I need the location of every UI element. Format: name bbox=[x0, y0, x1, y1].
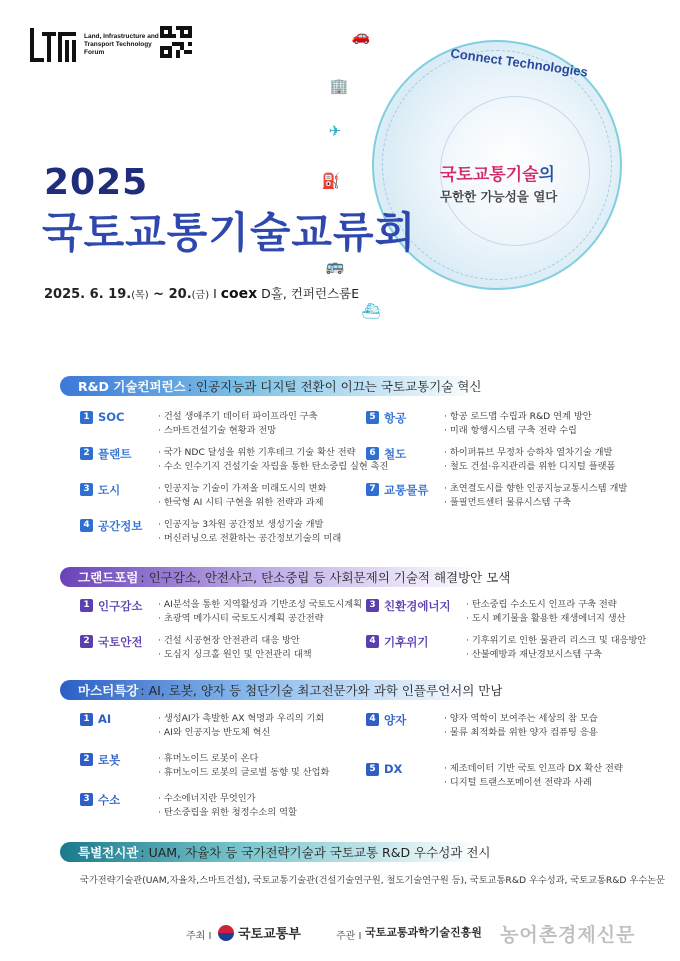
item-desc bbox=[158, 752, 329, 780]
section-title-exhibition bbox=[60, 842, 491, 862]
section-head: 특별전시관 bbox=[78, 845, 139, 860]
list-item bbox=[366, 482, 627, 510]
section-subtitle: : UAM, 자율차 등 국가전략기술과 국토교통 R&D 우수성과 전시 bbox=[140, 845, 491, 860]
item-label: 플랜트 bbox=[98, 447, 132, 461]
drone-icon: ✈ bbox=[328, 122, 342, 140]
section-head: R&D 기술컨퍼런스 bbox=[78, 379, 186, 394]
date-end: ~ 20. bbox=[148, 287, 192, 302]
item-number: 4 bbox=[366, 713, 379, 726]
forum-logo bbox=[30, 28, 164, 62]
organizer-label: 주관 I bbox=[336, 931, 362, 942]
host-name: 국토교통부 bbox=[238, 927, 301, 942]
item-desc bbox=[444, 410, 592, 438]
list-item bbox=[80, 598, 362, 626]
item-desc-line: · 생성AI가 촉발한 AX 혁명과 우리의 기회 bbox=[158, 713, 325, 724]
list-item bbox=[80, 712, 324, 740]
item-desc-line: · 도시 폐기물을 활용한 재생에너지 생산 bbox=[466, 613, 626, 624]
host-label: 주최 I bbox=[186, 931, 212, 942]
item-desc-line: · 물류 최적화를 위한 양자 컴퓨팅 응용 bbox=[444, 727, 598, 738]
item-desc-line: · 기후위기로 인한 물관리 리스크 및 대응방안 bbox=[466, 635, 647, 646]
item-number: 4 bbox=[80, 519, 93, 532]
item-desc bbox=[158, 518, 341, 546]
section-title-grand bbox=[60, 567, 511, 587]
date-start: 2025. 6. 19. bbox=[44, 287, 132, 302]
item-desc bbox=[466, 598, 626, 626]
item-number: 3 bbox=[80, 793, 93, 806]
item-label: 양자 bbox=[384, 713, 407, 727]
item-desc bbox=[444, 482, 627, 510]
section-head: 그랜드포럼 bbox=[78, 570, 139, 585]
item-number: 1 bbox=[80, 599, 93, 612]
venue-text: D홀, 컨퍼런스룸E bbox=[257, 286, 360, 301]
item-label: 친환경에너지 bbox=[384, 599, 451, 613]
item-desc bbox=[444, 762, 623, 790]
hero bbox=[0, 0, 680, 365]
item-desc bbox=[158, 446, 388, 474]
item-number: 7 bbox=[366, 483, 379, 496]
date-separator: I bbox=[209, 286, 221, 301]
item-desc-line: · 수소 인수기지 건설기술 자립을 통한 탄소중립 실현 촉진 bbox=[158, 461, 389, 472]
item-number: 6 bbox=[366, 447, 379, 460]
item-desc bbox=[158, 712, 324, 740]
item-label: 국토안전 bbox=[98, 635, 143, 649]
qr-code-icon bbox=[160, 26, 192, 58]
tagline-highlight: 국토교통기술 bbox=[440, 165, 539, 185]
item-desc-line: · 휴머노이드 로봇의 글로벌 동향 및 산업화 bbox=[158, 767, 330, 778]
item-label: 기후위기 bbox=[384, 635, 429, 649]
item-number: 2 bbox=[80, 635, 93, 648]
organizer-name: 국토교통과학기술진흥원 bbox=[365, 926, 482, 939]
item-desc-line: · 미래 항행시스템 구축 전략 수립 bbox=[444, 425, 577, 436]
item-label: 항공 bbox=[384, 411, 407, 425]
item-number: 4 bbox=[366, 635, 379, 648]
item-desc-line: · 산불예방과 재난경보시스템 구축 bbox=[466, 649, 602, 660]
item-desc-line: · 하이퍼튜브 무정차 승하차 열차기술 개발 bbox=[444, 447, 613, 458]
item-desc-line: · 초광역 메가시티 국토도시계획 공간전략 bbox=[158, 613, 324, 624]
page-title: 국토교통기술교류회 bbox=[42, 208, 417, 257]
item-desc bbox=[158, 410, 318, 438]
newspaper-watermark: 농어촌경제신문 bbox=[500, 924, 636, 946]
item-desc-line: · 도심지 싱크홀 원인 및 안전관리 대책 bbox=[158, 649, 312, 660]
item-number: 3 bbox=[80, 483, 93, 496]
date-start-day: (목) bbox=[131, 290, 149, 301]
coex-logo: coex bbox=[220, 286, 258, 302]
section-title-rnd bbox=[60, 376, 480, 396]
item-number: 3 bbox=[366, 599, 379, 612]
item-desc-line: · 탄소중립을 위한 청정수소의 역할 bbox=[158, 807, 297, 818]
list-item bbox=[80, 446, 388, 474]
list-item bbox=[366, 446, 615, 474]
host-org bbox=[218, 923, 301, 942]
list-item bbox=[366, 410, 592, 438]
item-desc-line: · AI분석을 통한 지역활성과 기반조성 국토도시계획 bbox=[158, 599, 363, 610]
item-number: 2 bbox=[80, 753, 93, 766]
section-subtitle: : 인구감소, 안전사고, 탄소중립 등 사회문제의 기술적 해결방안 모색 bbox=[140, 570, 511, 585]
item-label: 공간정보 bbox=[98, 519, 143, 533]
item-desc bbox=[158, 598, 362, 626]
footer bbox=[0, 915, 680, 961]
item-number: 1 bbox=[80, 411, 93, 424]
item-label: AI bbox=[98, 712, 112, 726]
item-desc-line: · 한국형 AI 시티 구현을 위한 전략과 과제 bbox=[158, 497, 324, 508]
section-subtitle: : AI, 로봇, 양자 등 첨단기술 최고전문가와 과학 인플루언서의 만남 bbox=[140, 683, 503, 698]
item-desc-line: · 인공지능 기술이 가져올 미래도시의 변화 bbox=[158, 483, 327, 494]
item-desc-line: · 건설 생애주기 데이터 파이프라인 구축 bbox=[158, 411, 318, 422]
item-label: 교통물류 bbox=[384, 483, 429, 497]
item-desc-line: · 초연결도시를 향한 인공지능교통시스템 개발 bbox=[444, 483, 628, 494]
event-year: 2025 bbox=[44, 162, 149, 203]
car-icon: 🚗 bbox=[351, 27, 371, 45]
ltf-logo-icon bbox=[30, 28, 76, 62]
tagline bbox=[440, 160, 557, 205]
item-desc-line: · 탄소중립 수소도시 인프라 구축 전략 bbox=[466, 599, 617, 610]
item-desc-line: · AI와 인공지능 반도체 혁신 bbox=[158, 727, 271, 738]
item-desc-line: · 양자 역학이 보여주는 세상의 참 모습 bbox=[444, 713, 598, 724]
list-item bbox=[80, 410, 318, 438]
item-desc-line: · 머신러닝으로 전환하는 공간정보기술의 미래 bbox=[158, 533, 342, 544]
taegeuk-icon bbox=[218, 925, 234, 941]
item-desc-line: · 항공 로드맵 수립과 R&D 연계 방안 bbox=[444, 411, 592, 422]
tagline-line1 bbox=[440, 160, 557, 185]
list-item bbox=[366, 762, 623, 790]
list-item bbox=[366, 712, 598, 740]
list-item bbox=[366, 598, 626, 626]
item-desc-line: · 제조데이터 기반 국토 인프라 DX 확산 전략 bbox=[444, 763, 623, 774]
tagline-line2: 무한한 가능성을 열다 bbox=[440, 189, 558, 204]
ship-icon: ⛴ bbox=[361, 302, 381, 320]
vehicle-icon: 🚌 bbox=[325, 257, 345, 275]
item-number: 5 bbox=[366, 411, 379, 424]
item-desc-line: · 디지털 트랜스포메이션 전략과 사례 bbox=[444, 777, 592, 788]
item-label: SOC bbox=[98, 410, 125, 424]
section-title-master bbox=[60, 680, 503, 700]
charger-icon: ⛽ bbox=[321, 172, 341, 190]
item-label: 인구감소 bbox=[98, 599, 143, 613]
item-desc-line: · 철도 건설·유지관리를 위한 디지털 플랫폼 bbox=[444, 461, 616, 472]
list-item bbox=[80, 482, 326, 510]
item-desc-line: · 풀필먼트센터 물류시스템 구축 bbox=[444, 497, 572, 508]
item-number: 5 bbox=[366, 763, 379, 776]
list-item bbox=[366, 634, 646, 662]
item-desc-line: · 건설 시공현장 안전관리 대응 방안 bbox=[158, 635, 300, 646]
item-label: 수소 bbox=[98, 793, 121, 807]
item-label: DX bbox=[384, 762, 403, 776]
list-item bbox=[80, 634, 312, 662]
item-desc bbox=[158, 482, 326, 510]
tagline-particle: 의 bbox=[538, 165, 555, 185]
item-desc-line: · 스마트건설기술 현황과 전망 bbox=[158, 425, 277, 436]
list-item bbox=[80, 792, 297, 820]
item-desc bbox=[444, 712, 598, 740]
event-date-venue bbox=[44, 284, 359, 302]
item-label: 도시 bbox=[98, 483, 121, 497]
item-desc bbox=[158, 792, 297, 820]
section-head: 마스터특강 bbox=[78, 683, 139, 698]
item-desc bbox=[444, 446, 615, 474]
item-desc bbox=[158, 634, 312, 662]
connect-technologies-text: Connect Technologies bbox=[449, 45, 589, 80]
exhibition-detail: 국가전략기술관(UAM,자율차,스마트건설), 국토교통기술관(건설기술연구원, 철도기술연구원 등), 국토교통R&D 우수성과, 국토교통R&D 우수논문 bbox=[80, 875, 665, 886]
item-label: 로봇 bbox=[98, 753, 121, 767]
item-desc-line: · 휴머노이드 로봇이 온다 bbox=[158, 753, 259, 764]
building-icon: 🏢 bbox=[329, 77, 349, 95]
item-label: 철도 bbox=[384, 447, 407, 461]
list-item bbox=[80, 752, 329, 780]
item-desc-line: · 인공지능 3차원 공간정보 생성기술 개발 bbox=[158, 519, 324, 530]
item-desc bbox=[466, 634, 646, 662]
section-subtitle: : 인공지능과 디지털 전환이 이끄는 국토교통기술 혁신 bbox=[187, 379, 482, 394]
forum-logo-text: Land, Infrastructure and Transport Technology Forum bbox=[84, 33, 159, 56]
item-desc-line: · 국가 NDC 달성을 위한 기후테크 기술 확산 전략 bbox=[158, 447, 356, 458]
list-item bbox=[80, 518, 341, 546]
item-number: 2 bbox=[80, 447, 93, 460]
item-desc-line: · 수소에너지란 무엇인가 bbox=[158, 793, 256, 804]
item-number: 1 bbox=[80, 713, 93, 726]
date-end-day: (금) bbox=[191, 290, 210, 301]
